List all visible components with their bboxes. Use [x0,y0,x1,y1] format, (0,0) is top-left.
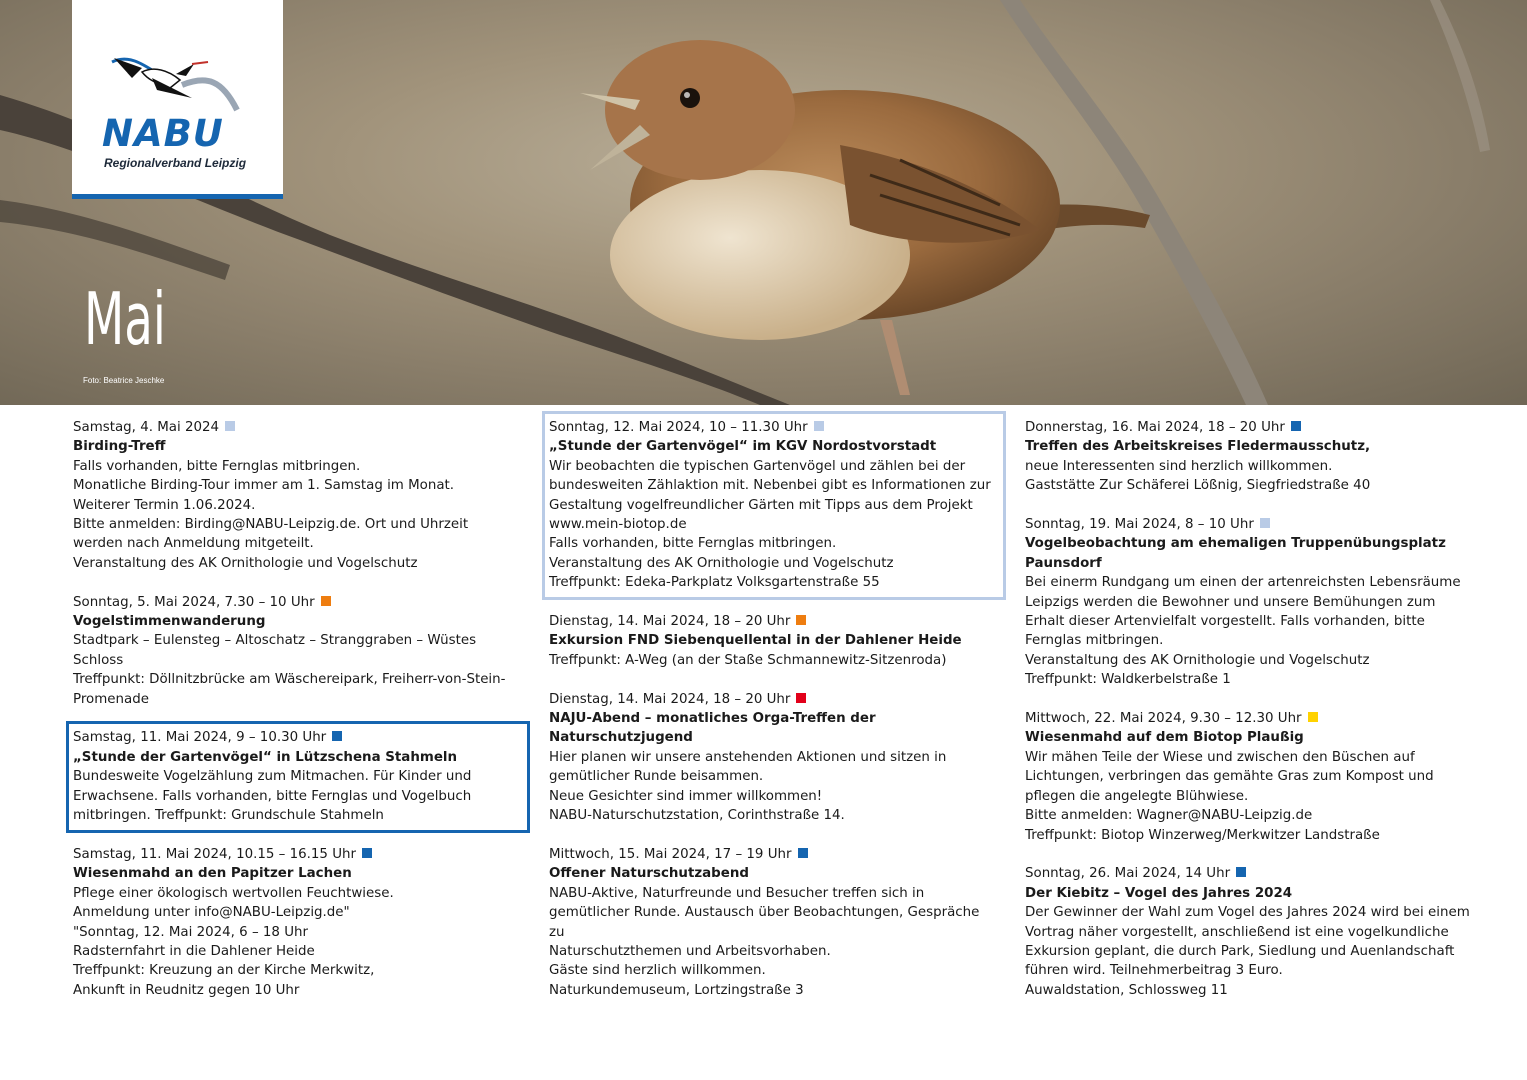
event-date-text: Samstag, 11. Mai 2024, 9 – 10.30 Uhr [73,730,327,746]
event-description-line: pflegen die angelegte Blühwiese. [1025,788,1249,804]
event-description-line: Gestaltung vogelfreundlicher Gärten mit Tipps aus dem Projekt [549,497,973,513]
category-marker-icon [796,693,806,703]
category-marker-icon [321,596,331,606]
event-description-line: Veranstaltung des AK Ornithologie und Vogelschutz [1025,652,1370,668]
event-description-line: Stadtpark – Eulensteg – Altoschatz – Stranggraben – Wüstes [73,633,477,649]
event-title: „Stunde der Gartenvögel“ im KGV Nordostvorstadt [549,439,937,455]
logo-wordmark: NABU [102,112,224,155]
event-description-line: Neue Gesichter sind immer willkommen! [549,788,823,804]
header-photo [0,0,1527,405]
event-description-line: Treffpunkt: Waldkerbelstraße 1 [1025,672,1231,688]
event-date-text: Dienstag, 14. Mai 2024, 18 – 20 Uhr [549,614,791,630]
event-description-line: Bitte anmelden: Wagner@NABU-Leipzig.de [1025,808,1313,824]
event-column-3 [1025,418,1475,1020]
event-item [1025,864,1475,1000]
event-description-line: NABU-Aktive, Naturfreunde und Besucher treffen sich in [549,885,925,901]
event-description-line: bundesweiten Zählaktion mit. Nebenbei gibt es Informationen zur [549,478,991,494]
event-description-line: führen wird. Teilnehmerbeitrag 3 Euro. [1025,963,1283,979]
event-date [73,728,523,747]
event-date-text: Samstag, 4. Mai 2024 [73,420,220,435]
event-description-line: mitbringen. Treffpunkt: Grundschule Stahmeln [73,808,384,824]
event-description-line: gemütlicher Runde. Austausch über Beobachtungen, Gespräche zu [549,905,980,940]
event-item [73,845,523,1000]
event-date-text: Sonntag, 12. Mai 2024, 10 – 11.30 Uhr [549,420,808,435]
event-description-line: Treffpunkt: Edeka-Parkplatz Volksgartenstraße 55 [549,575,880,591]
event-description-line: Vortrag näher vorgestellt, anschließend ist eine vogelkundliche [1025,924,1449,940]
category-marker-icon [1291,421,1301,431]
event-description-line: gemütlicher Runde beisammen. [549,769,764,785]
event-item [549,612,999,670]
event-description-line: Leipzigs werden die Bewohner und unsere Bemühungen zum [1025,594,1436,610]
event-date-text: Donnerstag, 16. Mai 2024, 18 – 20 Uhr [1025,420,1285,435]
category-marker-icon [814,421,824,431]
event-description-line: Pflege einer ökologisch wertvollen Feuchtwiese. [73,885,394,901]
event-description-line: Gäste sind herzlich willkommen. [549,963,766,979]
event-description-line: Radsternfahrt in die Dahlener Heide [73,943,315,959]
event-description-line: Treffpunkt: A-Weg (an der Staße Schmannewitz-Sitzenroda) [549,652,947,668]
event-description-line: neue Interessenten sind herzlich willkommen. [1025,458,1333,474]
event-date-text: Mittwoch, 15. Mai 2024, 17 – 19 Uhr [549,846,792,862]
event-column-2 [549,418,999,1020]
event-date-text: Sonntag, 26. Mai 2024, 14 Uhr [1025,866,1231,882]
event-description-line: Wir beobachten die typischen Gartenvögel und zählen bei der [549,458,966,474]
event-description-line: Monatliche Birding-Tour immer am 1. Samstag im Monat. [73,478,455,494]
event-description-line: Veranstaltung des AK Ornithologie und Vogelschutz [73,555,418,571]
event-description-line: Ankunft in Reudnitz gegen 10 Uhr [73,982,300,998]
event-title: Der Kiebitz – Vogel des Jahres 2024 [1025,885,1293,901]
event-description-line: Treffpunkt: Kreuzung an der Kirche Merkwitz, [73,963,375,979]
event-description-line: Schloss [73,652,124,668]
event-item [549,690,999,826]
event-description-line: Veranstaltung des AK Ornithologie und Vogelschutz [549,555,894,571]
nabu-logo [72,0,283,199]
event-title: „Stunde der Gartenvögel“ in Lützschena Stahmeln [73,749,458,765]
event-title: Treffen des Arbeitskreises Fledermausschutz, [1025,439,1371,455]
event-description-line: Lichtungen, verbringen das gemähte Gras zum Kompost und [1025,769,1434,785]
event-description-line: Bei einerm Rundgang um einen der artenreichsten Lebensräume [1025,575,1461,591]
event-item [549,418,999,593]
event-date [549,690,999,709]
event-title: Wiesenmahd an den Papitzer Lachen [73,866,352,882]
event-description-line: Bitte anmelden: Birding@NABU-Leipzig.de. Ort und Uhrzeit [73,517,469,533]
stork-icon [72,0,283,120]
event-date-text: Sonntag, 19. Mai 2024, 8 – 10 Uhr [1025,517,1254,533]
event-description-line: Treffpunkt: Biotop Winzerweg/Merkwitzer Landstraße [1025,827,1380,843]
event-date-text: Dienstag, 14. Mai 2024, 18 – 20 Uhr [549,691,791,707]
event-title: Birding-Treff [73,439,166,455]
event-date [1025,418,1475,437]
event-description-line: Erhalt dieser Artenvielfalt vorgestellt. Falls vorhanden, bitte [1025,614,1425,630]
event-description-line: Auwaldstation, Schlossweg 11 [1025,982,1228,998]
event-title: Exkursion FND Siebenquellental in der Dahlener Heide [549,633,962,649]
category-marker-icon [225,421,235,431]
category-marker-icon [1260,518,1270,528]
event-description-line: Der Gewinner der Wahl zum Vogel des Jahres 2024 wird bei einem [1025,905,1470,921]
event-description-line: Erwachsene. Falls vorhanden, bitte Fernglas und Vogelbuch [73,788,472,804]
category-marker-icon [796,615,806,625]
event-column-1 [73,418,523,1020]
event-date [73,845,523,864]
event-title: Wiesenmahd auf dem Biotop Plaußig [1025,730,1304,746]
event-date [549,612,999,631]
event-description-line: Gaststätte Zur Schäferei Lößnig, Siegfriedstraße 40 [1025,478,1371,494]
event-description-line: Anmeldung unter info@NABU-Leipzig.de" [73,905,350,921]
event-date [73,418,523,437]
category-marker-icon [362,848,372,858]
category-marker-icon [798,848,808,858]
event-date-text: Mittwoch, 22. Mai 2024, 9.30 – 12.30 Uhr [1025,711,1302,727]
event-description-line: Weiterer Termin 1.06.2024. [73,497,256,513]
event-description-line: Bundesweite Vogelzählung zum Mitmachen. Für Kinder und [73,769,472,785]
event-description-line: www.mein-biotop.de [549,517,687,533]
event-description-line: "Sonntag, 12. Mai 2024, 6 – 18 Uhr [73,924,308,940]
event-description-line: Exkursion geplant, die durch Park, Siedlung und Auenlandschaft [1025,943,1455,959]
event-title: Offener Naturschutzabend [549,866,749,882]
logo-subtitle: Regionalverband Leipzig [104,156,247,170]
event-date [73,593,523,612]
event-date [549,845,999,864]
event-item [1025,418,1475,496]
event-item [1025,709,1475,845]
event-description-line: Fernglas mitbringen. [1025,633,1164,649]
event-date [1025,864,1475,883]
event-description-line: Hier planen wir unsere anstehenden Aktionen und sitzen in [549,749,947,765]
event-item [549,845,999,1000]
event-title: Vogelstimmenwanderung [73,614,266,630]
event-description-line: Falls vorhanden, bitte Fernglas mitbringen. [73,458,361,474]
event-date [1025,515,1475,534]
event-item [73,593,523,709]
event-date [549,418,999,437]
event-description-line: NABU-Naturschutzstation, Corinthstraße 14. [549,808,845,824]
event-date [1025,709,1475,728]
category-marker-icon [1236,867,1246,877]
category-marker-icon [1308,712,1318,722]
event-date-text: Sonntag, 5. Mai 2024, 7.30 – 10 Uhr [73,594,315,610]
event-description-line: Naturkundemuseum, Lortzingstraße 3 [549,982,804,998]
photo-credit: Foto: Beatrice Jeschke [83,376,165,385]
event-item [73,418,523,573]
month-title: Mai [84,277,166,361]
event-description-line: Falls vorhanden, bitte Fernglas mitbringen. [549,536,837,552]
event-description-line: Naturschutzthemen und Arbeitsvorhaben. [549,943,831,959]
event-item [73,728,523,825]
event-title: Vogelbeobachtung am ehemaligen Truppenübungsplatz Paunsdorf [1025,536,1446,571]
event-date-text: Samstag, 11. Mai 2024, 10.15 – 16.15 Uhr [73,846,357,862]
event-description-line: Treffpunkt: Döllnitzbrücke am Wäschereipark, Freiherr-von-Stein- [73,672,506,688]
event-item [1025,515,1475,690]
event-title: NAJU-Abend – monatliches Orga-Treffen der Naturschutzjugend [549,711,876,746]
event-description-line: Wir mähen Teile der Wiese und zwischen den Büschen auf [1025,749,1415,765]
event-description-line: Promenade [73,691,149,707]
event-description-line: werden nach Anmeldung mitgeteilt. [73,536,314,552]
category-marker-icon [332,731,342,741]
